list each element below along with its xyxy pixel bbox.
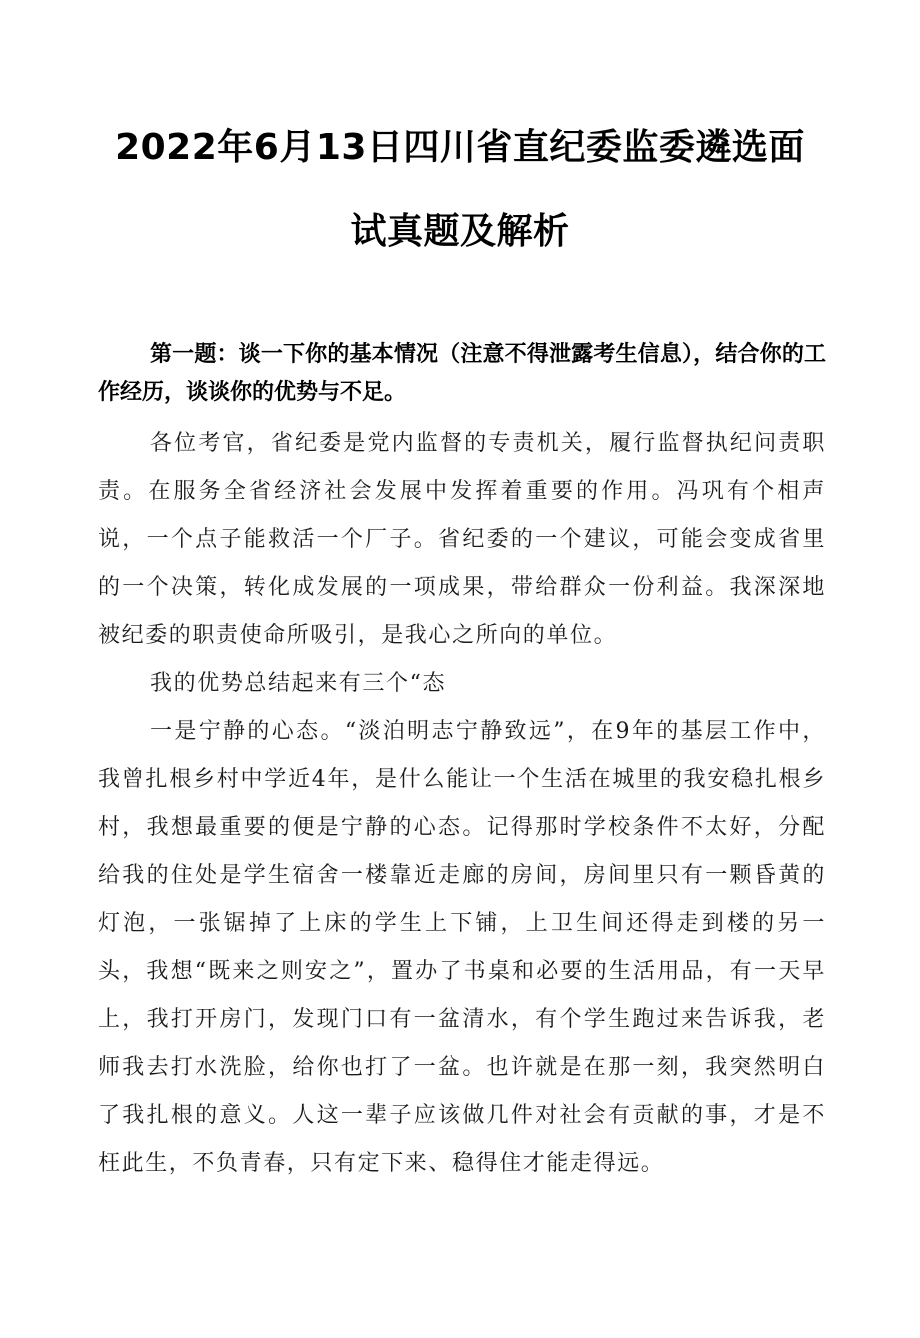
document-title-line-1: 2022年6月13日四川省直纪委监委遴选面 — [115, 127, 805, 168]
document-title-line-2: 试真题及解析 — [350, 211, 570, 252]
document-body — [98, 336, 826, 1188]
paragraph-strengths-summary: 我的优势总结起来有三个“态 — [150, 671, 447, 696]
paragraph-intro: 各位考官，省纪委是党内监督的专责机关，履行监督执纪问责职责。在服务全省经济社会发展中发挥着重要的作用。冯巩有个相声说，一个点子能救活一个厂子。省纪委的一个建议，可能会变成省里的一个决策，转化成发展的一项成果，带给群众一份利益。我深深地被纪委的职责使命所吸引，是我心之所向的单位。 — [98, 431, 826, 648]
paragraph-calm-mindset: 一是宁静的心态。“淡泊明志宁静致远”，在9年的基层工作中，我曾扎根乡村中学近4年，是什么能让一个生活在城里的我安稳扎根乡村，我想最重要的便是宁静的心态。记得那时学校条件不太好，分配给我的住处是学生宿舍一楼靠近走廊的房间，房间里只有一颗昏黄的灯泡，一张锯掉了上床的学生上下铺，上卫生间还得走到楼的另一头，我想“既来之则安之”，置办了书桌和必要的生活用品，有一天早上，我打开房门，发现门口有一盆清水，有个学生跑过来告诉我，老师我去打水洗脸，给你也打了一盆。也许就是在那一刻，我突然明白了我扎根的意义。人这一辈子应该做几件对社会有贡献的事，才是不枉此生，不负青春，只有定下来、稳得住才能走得远。 — [98, 719, 826, 1176]
question-heading: 第一题：谈一下你的基本情况（注意不得泄露考生信息），结合你的工作经历，谈谈你的优势与不足。 — [98, 342, 826, 405]
